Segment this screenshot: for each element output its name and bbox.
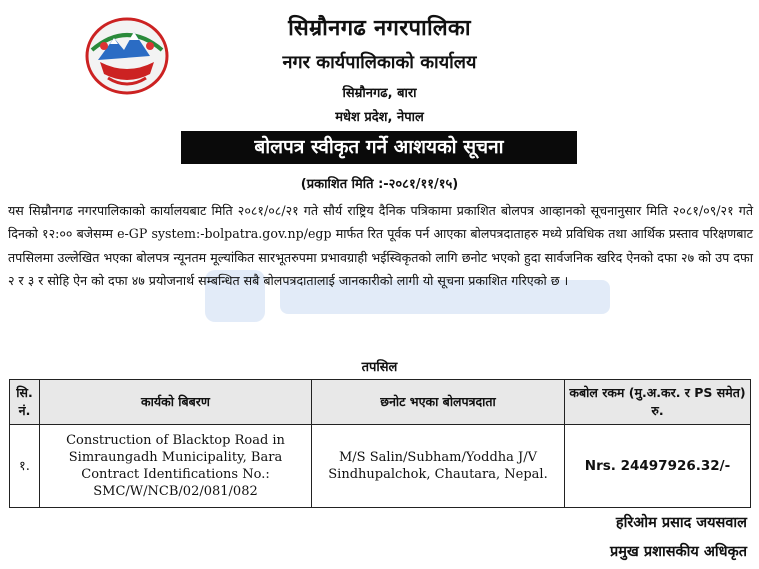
header-amount: कबोल रकम (मु.अ.कर. र PS समेत) रु. <box>565 380 751 425</box>
cell-sn: १. <box>10 425 40 508</box>
published-date: (प्रकाशित मिति :-२०८१/११/१५) <box>300 177 459 192</box>
notice-title: बोलपत्र स्वीकृत गर्ने आशयको सूचना <box>181 131 577 164</box>
notice-body: यस सिम्रौनगढ नगरपालिकाको कार्यालयबाट मिति २०८१/०८/२१ गते सौर्य राष्ट्रिय दैनिक पत्रिकामा प्रकाशित बोलपत्र आव्हानको सूचनानुसार मिति २०८१/०९/२१ गते दिनको १२:०० बजेसम्म e-GP system:-bolpatra.gov.np/egp मार्फत रित पूर्वक पर्न आएका बोलपत्रदाताहरु मध्ये प्रविधिक तथा आर्थिक प्रस्ताव परिक्षणबाट तपसिलमा उल्लेखित भएका बोलपत्र न्यूनतम मूल्यांकित सारभूतरुपमा प्रभावग्राही भईस्विकृतको लागि छनोट भएको हुदा सार्वजनिक खरिद ऐनको दफा २७ को उप दफा २ र ३ र सोहि ऐन को दफा ४७ प्रयोजनार्थ सम्बन्धित सबै बोलपत्रदातालाई जानकारीको लागी यो सूचना प्रकाशित गरिएको छ । <box>8 203 753 288</box>
table-caption: तपसिल <box>361 360 398 375</box>
signer-name: हरिओम प्रसाद जयसवाल <box>615 515 747 531</box>
header-sn: सि. नं. <box>10 380 40 425</box>
cell-bidder: M/S Salin/Subham/Yoddha J/V Sindhupalchok, Chautara, Nepal. <box>312 425 565 508</box>
org-name: सिम्रौनगढ नगरपालिका <box>288 16 471 41</box>
address-line-2: मधेश प्रदेश, नेपाल <box>335 110 424 125</box>
header-description: कार्यको बिबरण <box>40 380 312 425</box>
cell-description: Construction of Blacktop Road in Simraungadh Municipality, Bara Contract Identifications No.: SMC/W/NCB/02/081/082 <box>40 425 312 508</box>
header-bidder: छनोट भएका बोलपत्रदाता <box>312 380 565 425</box>
table-row <box>10 425 751 508</box>
details-table <box>9 379 751 508</box>
office-name: नगर कार्यपालिकाको कार्यालय <box>282 52 477 73</box>
cell-amount: Nrs. 24497926.32/- <box>565 425 751 508</box>
table-header-row <box>10 380 751 425</box>
address-line-1: सिम्रौनगढ, बारा <box>342 86 417 101</box>
signer-title: प्रमुख प्रशासकीय अधिकृत <box>610 544 747 560</box>
